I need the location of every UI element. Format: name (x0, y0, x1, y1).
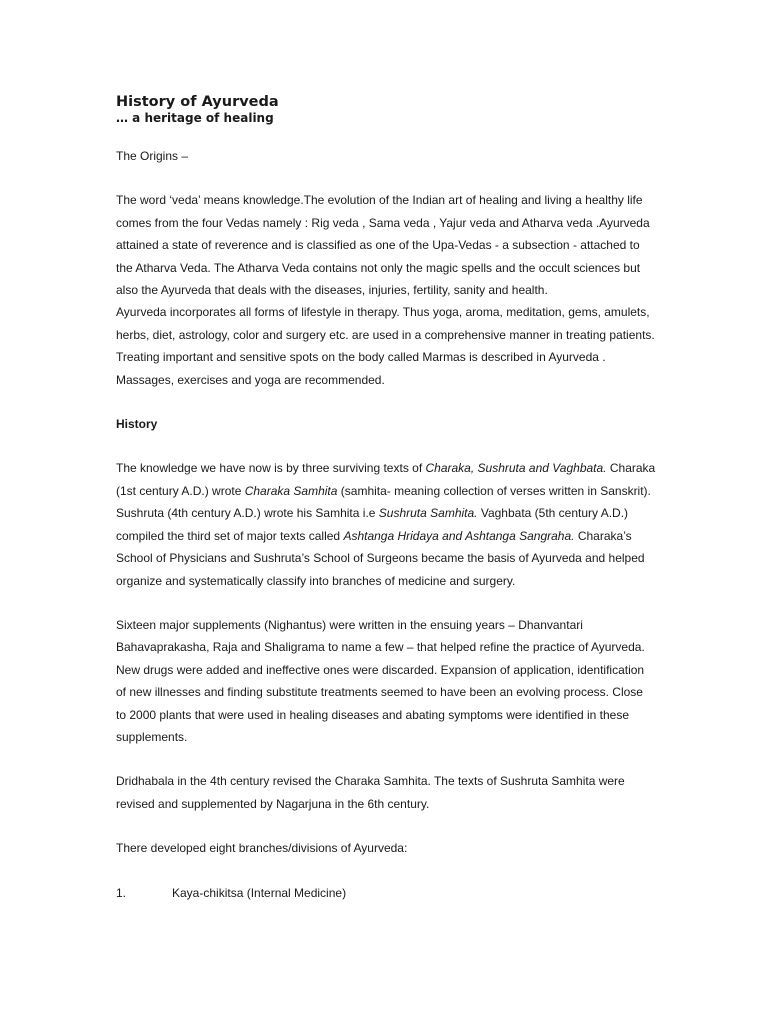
list-item-text: Kaya-chikitsa (Internal Medicine) (172, 885, 347, 900)
section-origins-label: The Origins – (116, 149, 189, 163)
document-subtitle: … a heritage of healing (116, 111, 274, 125)
history-italic-4: Ashtanga Hridaya and Ashtanga Sangraha. (343, 528, 575, 543)
paragraph-supplements: Sixteen major supplements (Nighantus) were written in the ensuing years – Dhanvantari Bahavaprakasha, Raja and Shaligrama to name a few – that helped refine the practice of Ayurveda. New drugs were added and ineffective ones were discarded. Expansion of application, identification of new illnesses and finding substitute treatments seemed to have been an evolving process. Close to 2000 plants that were used in healing diseases and abating symptoms were identified in these supplements. (116, 617, 645, 744)
history-text-4: Vaghbata (5th century A.D.) compiled the third set of major texts called (116, 506, 629, 543)
document-page (116, 93, 656, 904)
paragraph-origins-2: Ayurveda incorporates all forms of lifestyle in therapy. Thus yoga, aroma, meditation, gems, amulets, herbs, diet, astrology, color and surgery etc. are used in a comprehensive manner in treating patients. Treating important and sensitive spots on the body called Marmas is described in Ayurveda . Massages, exercises and yoga are recommended. (116, 305, 655, 387)
paragraph-origins-1: The word ‘veda’ means knowledge.The evolution of the Indian art of healing and living a healthy life comes from the four Vedas namely : Rig veda , Sama veda , Yajur veda and Atharva veda .Ayurveda attained a state of reverence and is classified as one of the Upa-Vedas - a subsection - attached to the Atharva Veda. The Atharva Veda contains not only the magic spells and the occult sciences but also the Ayurveda that deals with the diseases, injuries, fertility, sanity and health. (116, 193, 650, 298)
history-italic-1: Charaka, Sushruta and Vaghbata. (425, 461, 607, 476)
history-text-5: Charaka’s School of Physicians and Sushruta’s School of Surgeons became the basis of Ayurveda and helped organize and systematically classify into branches of medicine and surgery. (116, 528, 645, 588)
paragraph-branches-intro: There developed eight branches/divisions of Ayurveda: (116, 841, 408, 856)
document-title: History of Ayurveda (116, 94, 279, 110)
paragraph-dridhabala: Dridhabala in the 4th century revised the Charaka Samhita. The texts of Sushruta Samhita were revised and supplemented by Nagarjuna in the 6th century. (116, 774, 625, 811)
history-italic-3: Sushruta Samhita. (378, 506, 478, 521)
list-item (116, 882, 656, 904)
history-text-1: The knowledge we have now is by three surviving texts of (116, 461, 426, 476)
section-history-heading: History (116, 417, 158, 432)
paragraph-history (116, 457, 656, 591)
history-italic-2: Charaka Samhita (244, 483, 338, 498)
history-text-3: (samhita- meaning collection of verses written in Sanskrit). Sushruta (4th century A.D.) wrote his Samhita i.e (116, 483, 651, 521)
list-item-number: 1. (116, 885, 127, 900)
history-text-2: Charaka (1st century A.D.) wrote (116, 461, 656, 498)
